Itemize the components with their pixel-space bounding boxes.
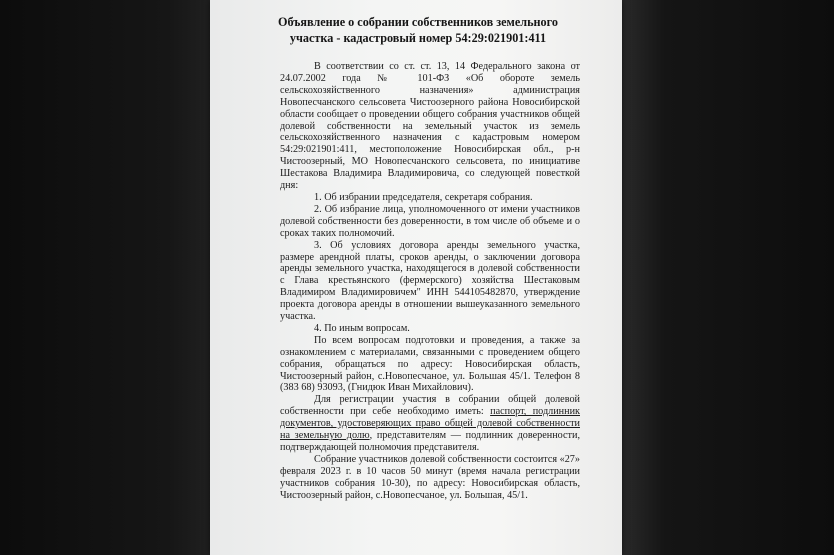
announcement-title: [240, 14, 596, 46]
document-page: [210, 0, 622, 555]
title-line-1: Объявление о собрании собственников земельного: [278, 15, 558, 29]
registration-documents-underlined: паспорт, подлинник документов, удостоверяющих право общей долевой собственности на земельную долю: [280, 406, 580, 442]
announcement-body: [280, 61, 580, 502]
registration-text-end: , представителям — подлинник доверенности, подтверждающей полномочия представителя.: [280, 430, 580, 453]
title-line-2: участка - кадастровый номер 54:29:021901:411: [289, 31, 547, 45]
dark-background-left: [0, 0, 210, 555]
agenda-item-3: 3. Об условиях договора аренды земельного участка, размере арендной платы, сроков аренды, о заключении договора аренды земельного участка, находящегося в долевой собственности с Глава крестьянского (фермерского) хозяйства Шестаковым Владимиром Владимировичем" ИНН 544105482870, утверждение проекта договора аренды в отношении вышеуказанного земельного участка.: [280, 239, 580, 323]
agenda-item-1: 1. Об избрании председателя, секретаря собрания.: [314, 191, 533, 203]
dark-background-right: [622, 0, 834, 555]
agenda-item-4: 4. По иным вопросам.: [314, 322, 410, 334]
meeting-paragraph: Собрание участников долевой собственности состоится «27» февраля 2023 г. в 10 часов 50 минут (время начала регистрации участников собрания 10-30), по адресу: Новосибирская область, Чистоозерный район, с.Новопесчаное, ул. Большая, 45/1.: [280, 453, 580, 501]
registration-paragraph: [280, 394, 580, 454]
agenda-item-2: 2. Об избрание лица, уполномоченного от имени участников долевой собственности без доверенности, в том числе об объеме и о сроках таких полномочий.: [280, 203, 580, 239]
materials-paragraph: По всем вопросам подготовки и проведения, а также за ознакомлением с материалами, связанными с проведением общего собрания, обращаться по адресу: Новосибирская область, Чистоозерный район, с.Новопесчаное, ул. Большая 45/1. Телефон 8 (383 68) 93093, (Гнидюк Иван Михайлович).: [280, 334, 580, 394]
intro-paragraph: В соответствии со ст. ст. 13, 14 Федерального закона от 24.07.2002 года № 101-ФЗ «Об обороте земель сельскохозяйственного назначения» администрация Новопесчанского сельсовета Чистоозерного района Новосибирской области сообщает о проведении общего собрания участников общей долевой собственности на земельный участок из земель сельскохозяйственного назначения с кадастровым номером 54:29:021901:411, местоположение Новосибирская обл., р-н Чистоозерный, МО Новопесчанского сельсовета, по инициативе Шестакова Владимира Владимировича, со следующей повесткой дня:: [280, 61, 580, 192]
registration-text-start: Для регистрации участия в собрании общей долевой собственности при себе необходимо иметь:: [280, 394, 580, 418]
